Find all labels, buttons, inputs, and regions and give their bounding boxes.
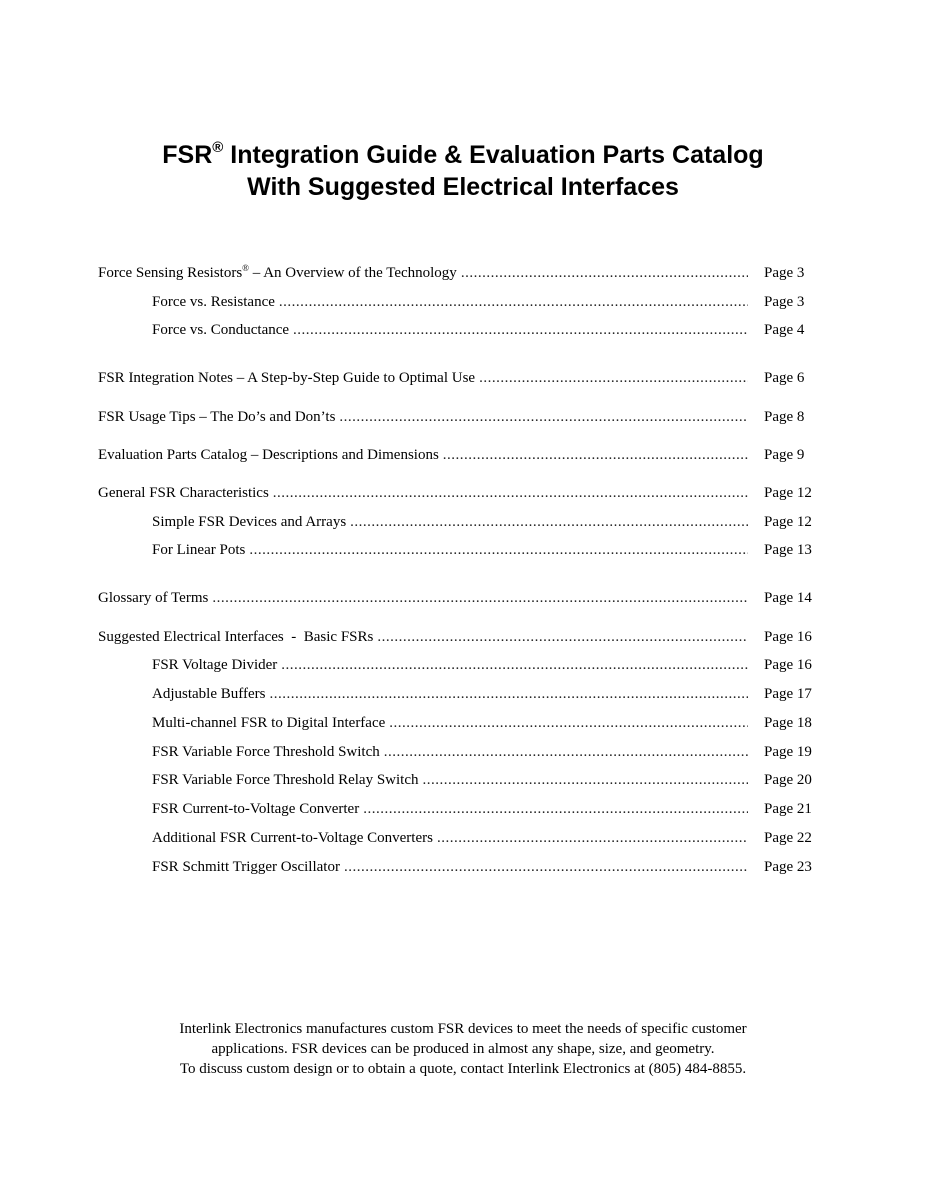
toc-entry-evaluation-catalog — [98, 444, 748, 466]
toc-entry-label: FSR Usage Tips – The Do’s and Don’ts — [98, 409, 336, 425]
registered-mark: ® — [242, 263, 250, 273]
toc-entry-general-characteristics — [98, 482, 748, 504]
toc-page-number: Page 14 — [764, 590, 812, 606]
toc-page-number: Page 4 — [764, 322, 805, 338]
toc-entry-label: Evaluation Parts Catalog – Descriptions and Dimensions — [98, 447, 439, 463]
dot-leader — [377, 626, 748, 648]
dot-leader — [279, 291, 748, 313]
dot-leader — [344, 856, 748, 878]
dot-leader — [339, 406, 748, 428]
registered-mark: ® — [212, 138, 224, 156]
dot-leader — [443, 444, 748, 466]
contact-note-line-2: applications. FSR devices can be produced in almost any shape, size, and geometry. — [211, 1041, 715, 1057]
toc-entry-label: Force vs. Conductance — [152, 322, 290, 338]
contact-note-line-1: Interlink Electronics manufactures custom FSR devices to meet the needs of specific customer — [179, 1021, 747, 1037]
dot-leader — [479, 367, 748, 389]
contact-note — [0, 1019, 926, 1079]
toc-entry-label: FSR Variable Force Threshold Switch — [152, 744, 380, 760]
dot-leader — [273, 482, 748, 504]
toc-entry-threshold-switch — [152, 741, 748, 763]
dot-leader — [212, 587, 748, 609]
toc-entry-current-to-voltage — [152, 798, 748, 820]
dot-leader — [281, 654, 748, 676]
toc-page-number: Page 9 — [764, 447, 805, 463]
toc-entry-simple-devices — [152, 511, 748, 533]
toc-entry-force-vs-resistance — [152, 291, 748, 313]
toc-entry-schmitt-trigger — [152, 856, 748, 878]
toc-page-number: Page 12 — [764, 514, 812, 530]
title-line-2: With Suggested Electrical Interfaces — [247, 173, 679, 201]
toc-entry-usage-tips — [98, 406, 748, 428]
toc-entry-label: FSR Voltage Divider — [152, 657, 278, 673]
toc-entry-label: Force Sensing Resistors® – An Overview of the Technology — [98, 263, 457, 281]
toc-entry-additional-converters — [152, 827, 748, 849]
contact-note-line-3: To discuss custom design or to obtain a quote, contact Interlink Electronics at (805) 484-8855. — [179, 1061, 747, 1077]
toc-entry-electrical-interfaces — [98, 626, 748, 648]
toc-page-number: Page 16 — [764, 657, 812, 673]
toc-page-number: Page 3 — [764, 265, 805, 281]
toc-entry-multichannel — [152, 712, 748, 734]
dot-leader — [363, 798, 748, 820]
toc-page-number: Page 6 — [764, 370, 805, 386]
toc-entry-label: FSR Current-to-Voltage Converter — [152, 801, 360, 817]
toc-entry-label: Force vs. Resistance — [152, 294, 275, 310]
toc-page-number: Page 13 — [764, 542, 812, 558]
toc-entry-label: FSR Integration Notes – A Step-by-Step Guide to Optimal Use — [98, 370, 476, 386]
dot-leader — [269, 683, 748, 705]
toc-entry-voltage-divider — [152, 654, 748, 676]
toc-entry-label: Adjustable Buffers — [152, 686, 266, 702]
toc-entry-label: FSR Schmitt Trigger Oscillator — [152, 859, 340, 875]
dot-leader — [389, 712, 748, 734]
dot-leader — [437, 827, 748, 849]
toc-entry-label: General FSR Characteristics — [98, 485, 269, 501]
toc-entry-overview — [98, 262, 748, 284]
toc-page-number: Page 8 — [764, 409, 805, 425]
dot-leader — [293, 319, 748, 341]
toc-page-number: Page 19 — [764, 744, 812, 760]
toc-entry-label: Glossary of Terms — [98, 590, 209, 606]
title-line-1: FSR® Integration Guide & Evaluation Parts Catalog — [162, 138, 764, 169]
toc-entry-linear-pots — [152, 539, 748, 561]
toc-page-number: Page 3 — [764, 294, 805, 310]
toc-entry-integration-notes — [98, 367, 748, 389]
toc-page-number: Page 20 — [764, 772, 812, 788]
toc-entry-label: FSR Variable Force Threshold Relay Switch — [152, 772, 419, 788]
toc-entry-label: Suggested Electrical Interfaces - Basic FSRs — [98, 629, 374, 645]
toc-entry-relay-switch — [152, 769, 748, 791]
toc-entry-label: Additional FSR Current-to-Voltage Converters — [152, 830, 433, 846]
dot-leader — [350, 511, 748, 533]
dot-leader — [461, 262, 748, 284]
toc-page-number: Page 23 — [764, 859, 812, 875]
dot-leader — [384, 741, 748, 763]
toc-entry-label: For Linear Pots — [152, 542, 246, 558]
toc-entry-label: Multi-channel FSR to Digital Interface — [152, 715, 386, 731]
toc-page-number: Page 22 — [764, 830, 812, 846]
toc-page-number: Page 18 — [764, 715, 812, 731]
toc-entry-label: Simple FSR Devices and Arrays — [152, 514, 347, 530]
toc-entry-force-vs-conductance — [152, 319, 748, 341]
toc-page-number: Page 17 — [764, 686, 812, 702]
toc-page-number: Page 12 — [764, 485, 812, 501]
toc-page-number: Page 21 — [764, 801, 812, 817]
dot-leader — [249, 539, 748, 561]
toc-page-number: Page 16 — [764, 629, 812, 645]
dot-leader — [423, 769, 749, 791]
toc-entry-adjustable-buffers — [152, 683, 748, 705]
toc-entry-glossary — [98, 587, 748, 609]
